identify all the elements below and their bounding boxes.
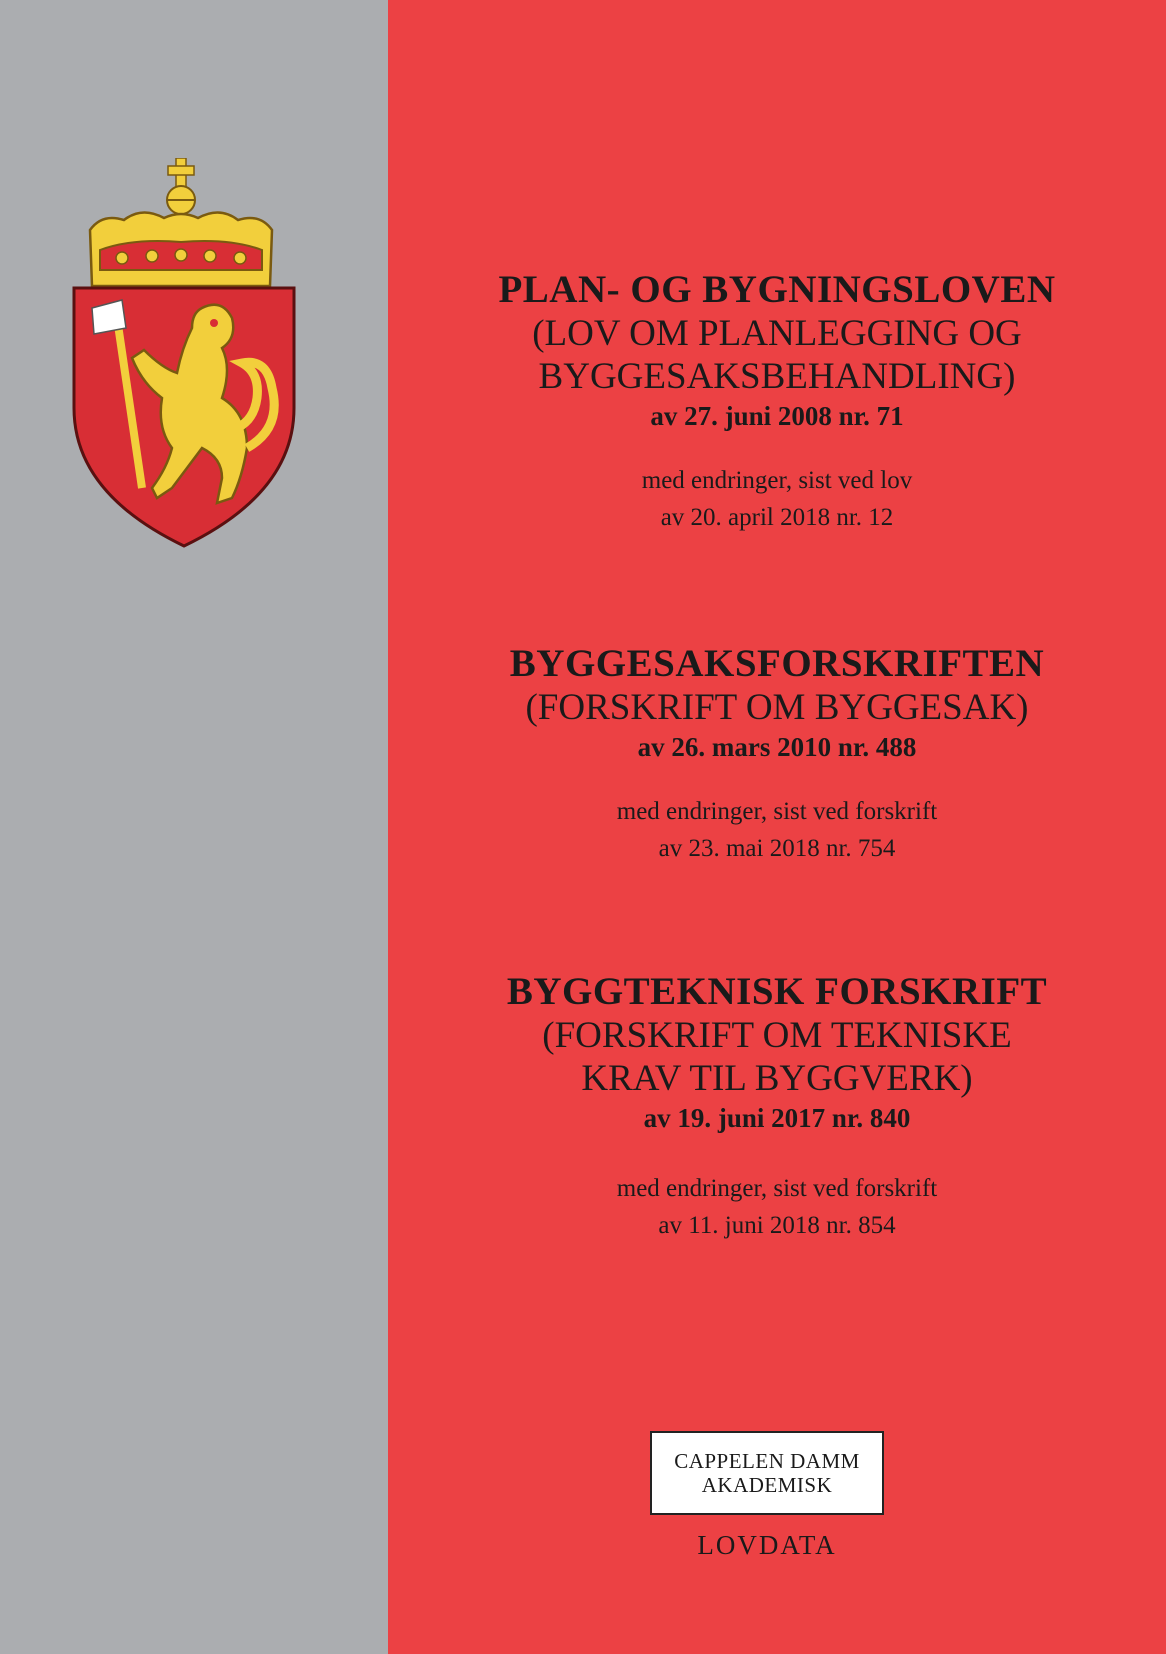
section-amendment: av 11. juni 2018 nr. 854 — [658, 1212, 896, 1239]
section-amendment: med endringer, sist ved forskrift — [616, 798, 938, 825]
publisher-imprint: AKADEMISK — [701, 1473, 833, 1497]
section-date: av 27. juni 2008 nr. 71 — [650, 401, 904, 431]
section-date: av 19. juni 2017 nr. 840 — [643, 1103, 911, 1133]
section-byggesaksforskriften — [448, 642, 1106, 867]
norwegian-coat-of-arms-icon — [72, 158, 296, 548]
section-title: BYGGESAKSFORSKRIFTEN — [509, 642, 1045, 685]
section-plan-og-bygningsloven — [448, 268, 1106, 536]
section-subtitle: (FORSKRIFT OM BYGGESAK) — [525, 687, 1029, 728]
section-title: BYGGTEKNISK FORSKRIFT — [506, 970, 1048, 1013]
lovdata-label: LOVDATA — [697, 1530, 837, 1560]
section-subtitle: (LOV OM PLANLEGGING OG — [532, 313, 1022, 354]
section-amendment: av 23. mai 2018 nr. 754 — [658, 835, 896, 862]
section-title: PLAN- OG BYGNINGSLOVEN — [498, 268, 1056, 311]
publisher-name: CAPPELEN DAMM — [674, 1449, 860, 1473]
section-amendment: med endringer, sist ved lov — [641, 467, 913, 494]
section-date: av 26. mars 2010 nr. 488 — [637, 732, 917, 762]
section-subtitle: KRAV TIL BYGGVERK) — [581, 1058, 973, 1099]
section-amendment: av 20. april 2018 nr. 12 — [660, 504, 894, 531]
section-subtitle: BYGGESAKSBEHANDLING) — [538, 356, 1016, 397]
section-subtitle: (FORSKRIFT OM TEKNISKE — [542, 1015, 1012, 1056]
section-byggteknisk-forskrift — [448, 970, 1106, 1244]
publisher-logo — [650, 1431, 884, 1515]
section-amendment: med endringer, sist ved forskrift — [616, 1175, 938, 1202]
